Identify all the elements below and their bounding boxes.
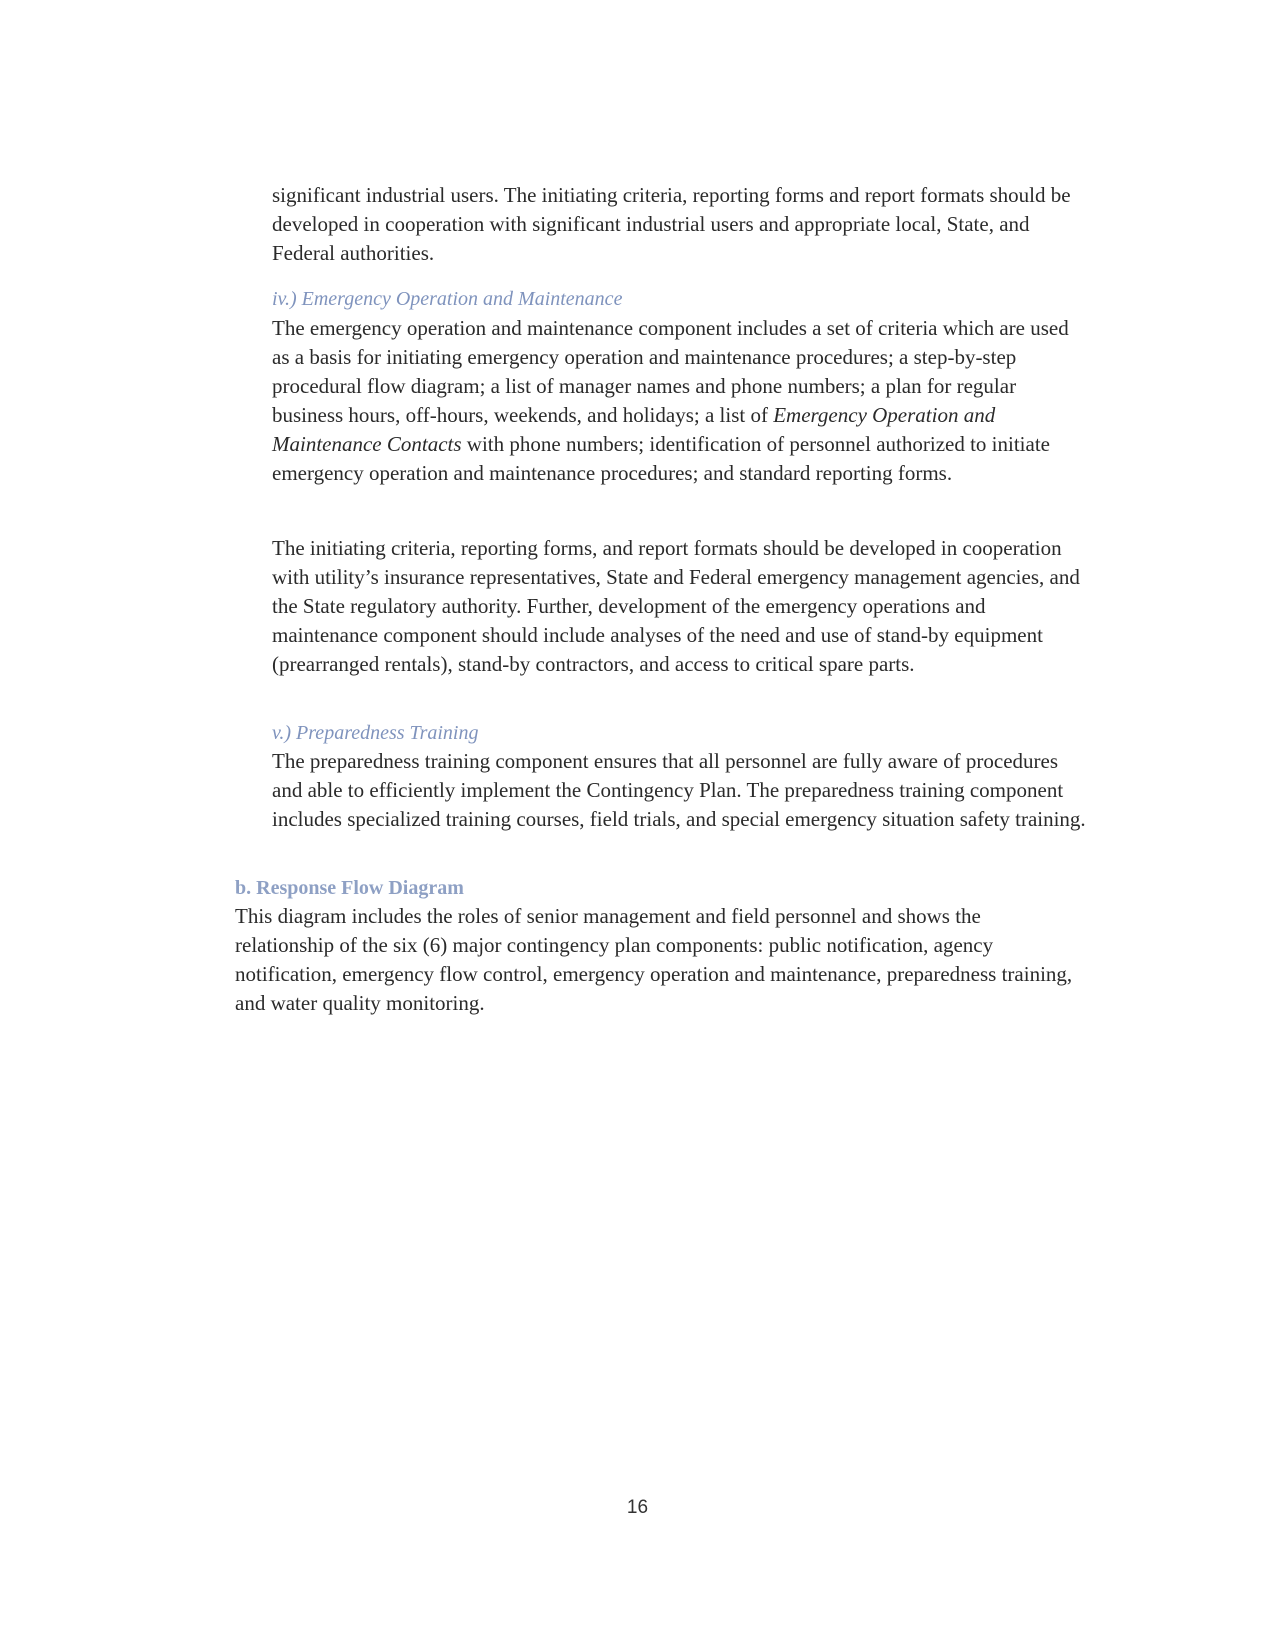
section-iv-paragraph-1 (272, 314, 1087, 488)
section-iv-heading: iv.) Emergency Operation and Maintenance (272, 288, 623, 310)
section-iv-paragraph-2: The initiating criteria, reporting forms, and report formats should be developed in cooperation with utility’s insurance representatives, State and Federal emergency management agencies, and the State regulatory authority. Further, development of the emergency operations and maintenance component should include analyses of the need and use of stand-by equipment (prearranged rentals), stand-by contractors, and access to critical spare parts. (272, 536, 1080, 676)
page-number: 16 (626, 1497, 649, 1518)
intro-paragraph: significant industrial users. The initiating criteria, reporting forms and report formats should be developed in cooperation with significant industrial users and appropriate local, State, and Federal authorities. (272, 183, 1071, 265)
section-v-heading: v.) Preparedness Training (272, 722, 479, 744)
section-iv-contacts-title: Emergency Operation and Maintenance Contacts (272, 403, 996, 456)
section-iv-paragraph-1-part-2: with phone numbers; identification of personnel authorized to initiate emergency operation and maintenance procedures; and standard reporting forms. (272, 432, 1050, 485)
section-v-paragraph: The preparedness training component ensures that all personnel are fully aware of procedures and able to efficiently implement the Contingency Plan. The preparedness training component includes specialized training courses, field trials, and special emergency situation safety training. (272, 749, 1086, 831)
section-b-paragraph: This diagram includes the roles of senior management and field personnel and shows the relationship of the six (6) major contingency plan components: public notification, agency notification, emergency flow control, emergency operation and maintenance, preparedness training, and water quality monitoring. (235, 904, 1073, 1015)
section-iv-paragraph-1-part-1: The emergency operation and maintenance component includes a set of criteria which are used as a basis for initiating emergency operation and maintenance procedures; a step-by-step procedural flow diagram; a list of manager names and phone numbers; a plan for regular business hours, off-hours, weekends, and holidays; a list of (272, 316, 1069, 427)
section-b-heading: b. Response Flow Diagram (235, 877, 464, 899)
